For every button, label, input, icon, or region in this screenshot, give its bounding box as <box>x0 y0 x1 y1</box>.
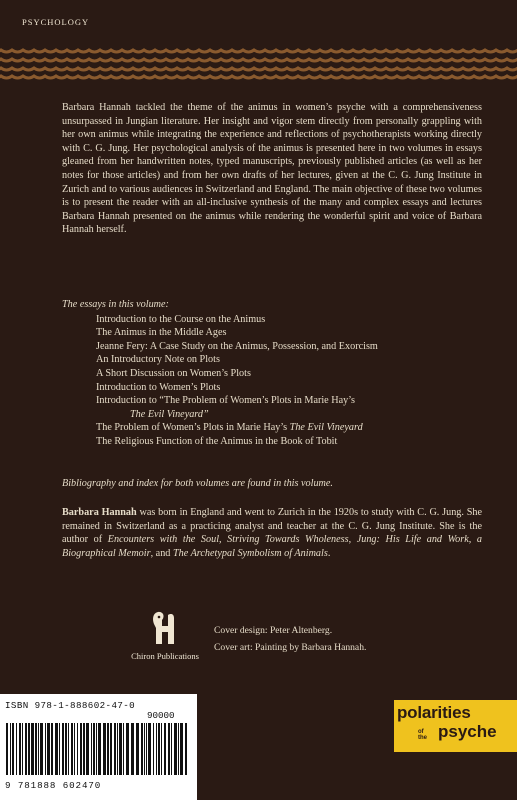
barcode-bar <box>98 723 101 775</box>
barcode-bar <box>144 723 145 775</box>
barcode-bar <box>119 723 122 775</box>
barcode-bar <box>174 723 177 775</box>
barcode-bar <box>185 723 187 775</box>
wave-line <box>0 50 517 52</box>
barcode-bar <box>103 723 106 775</box>
essay-item: Introduction to the Course on the Animus <box>96 313 266 325</box>
bibliography-note: Bibliography and index for both volumes are found in this volume. <box>62 478 333 489</box>
wave-line <box>0 68 517 70</box>
wave-line <box>0 76 517 78</box>
bio-book-titles: Encounters with the Soul, Striving Towards Wholeness, Jung: His Life and Work, a Biographical Memoir <box>62 534 482 559</box>
bio-text: was born in England and went to Zurich in the 1920s to study with C. G. Jung. She remained in Switzerland as a practicing analyst and teacher at the C. G. Jung Institute. She is the author of <box>62 507 482 546</box>
essay-item: The Animus in the Middle Ages <box>96 327 227 339</box>
contents-list <box>62 298 492 449</box>
barcode-bar <box>96 723 97 775</box>
barcode-bar <box>146 723 147 775</box>
barcode-bar <box>114 723 116 775</box>
category-label: PSYCHOLOGY <box>22 17 90 27</box>
barcode-bar <box>153 723 154 775</box>
barcode-bar <box>131 723 134 775</box>
essay-item: The Religious Function of the Animus in the Book of Tobit <box>96 435 338 447</box>
barcode-bar <box>156 723 157 775</box>
barcode-bar <box>178 723 179 775</box>
barcode-bar <box>35 723 37 775</box>
barcode-bar <box>28 723 30 775</box>
wave-line <box>0 59 517 61</box>
series-word-polarities: polarities <box>397 703 471 722</box>
barcode-bar <box>117 723 118 775</box>
price-code: 90000 <box>147 710 175 721</box>
barcode-bar <box>16 723 17 775</box>
publisher-name: Chiron Publications <box>131 651 199 661</box>
series-small-of: of <box>418 729 424 735</box>
barcode-bar <box>12 723 14 775</box>
barcode-bar <box>31 723 34 775</box>
barcode-bar <box>107 723 109 775</box>
barcode-bar <box>91 723 92 775</box>
isbn-text: ISBN 978-1-888602-47-0 <box>5 700 136 711</box>
cover-credits <box>214 622 366 656</box>
barcode-bar <box>93 723 95 775</box>
barcode-bar <box>62 723 64 775</box>
bio-text: , and <box>150 547 173 559</box>
barcode-bar <box>158 723 160 775</box>
essay-item-title: The Evil Vineyard <box>289 422 363 434</box>
author-name: Barbara Hannah <box>62 507 137 518</box>
barcode-bar <box>55 723 58 775</box>
barcode-bar <box>25 723 27 775</box>
barcode-bar <box>164 723 166 775</box>
barcode-bar <box>59 723 60 775</box>
barcode-bar <box>80 723 82 775</box>
barcode-bar <box>141 723 143 775</box>
series-logo <box>394 700 517 752</box>
book-description: Barbara Hannah tackled the theme of the animus in women’s psyche with a comprehensiveness unsurpassed in Jungian literature. Her insight and vigor stem directly from personally grappling with her own animus while integrating the experience and reflections of psychotherapists working directly with C. G. Jung. Her psychological analysis of the animus is presented here in two volumes in essays gleaned from her handwritten notes, typed manuscripts, previously published articles (as well as her notes for those articles) and from her own drafts of her lectures, given at the C. G. Jung Institute in Zurich and to various audiences in Switzerland and England. The main objective of these two volumes is to present the reader with an all-inclusive synthesis of the many and complex essays and lectures Barbara Hannah presented on the animus while rendering the wonderful spirit and voice of Barbara Hannah herself. <box>62 102 482 236</box>
barcode-bar <box>168 723 170 775</box>
barcode-bar <box>38 723 39 775</box>
barcode-bar <box>123 723 124 775</box>
barcode-bar <box>45 723 46 775</box>
barcode-bar <box>148 723 151 775</box>
barcode-bar <box>161 723 162 775</box>
barcode-area <box>0 694 197 800</box>
barcode-bar <box>65 723 67 775</box>
barcode-bar <box>77 723 78 775</box>
barcode-bar <box>19 723 21 775</box>
essay-list <box>62 313 492 449</box>
essay-item: A Short Discussion on Women’s Plots <box>96 367 251 379</box>
barcode-bar <box>86 723 89 775</box>
barcode-bar <box>171 723 172 775</box>
chiron-logo-icon <box>150 608 180 648</box>
barcode-bar <box>71 723 73 775</box>
barcode-bar <box>136 723 139 775</box>
barcode-bar <box>74 723 75 775</box>
barcode-bar <box>10 723 11 775</box>
barcode-bar <box>51 723 53 775</box>
barcode-icon <box>6 723 192 779</box>
barcode-bar <box>22 723 23 775</box>
essay-item: Introduction to Women’s Plots <box>96 381 221 393</box>
essay-item: An Introductory Note on Plots <box>96 354 220 366</box>
barcode-number: 9 781888 602470 <box>5 780 102 791</box>
barcode-bar <box>110 723 112 775</box>
essay-item-line: The Problem of Women’s Plots in Marie Hay’s <box>96 422 290 434</box>
essay-item-line: Introduction to “The Problem of Women’s Plots in Marie Hay’s <box>96 395 356 407</box>
barcode-bar <box>180 723 183 775</box>
barcode-bar <box>47 723 50 775</box>
bio-book-title: The Archetypal Symbolism of Animals <box>172 547 328 559</box>
cover-design-credit: Cover design: Peter Altenberg. <box>214 625 333 636</box>
series-word-of-the <box>418 729 427 741</box>
series-small-the: the <box>418 735 427 741</box>
cover-art-credit: Cover art: Painting by Barbara Hannah. <box>214 642 367 653</box>
barcode-bar <box>6 723 8 775</box>
essay-item: Jeanne Fery: A Case Study on the Animus, Possession, and Exorcism <box>96 340 378 352</box>
series-word-psyche: psyche <box>438 722 497 741</box>
author-bio <box>62 506 482 560</box>
publisher-block <box>125 608 205 661</box>
decorative-wave-band <box>0 44 517 80</box>
essay-item-title: The Evil Vineyard” <box>130 408 209 420</box>
bio-text: . <box>327 547 331 559</box>
barcode-bar <box>68 723 69 775</box>
barcode-bar <box>40 723 43 775</box>
essay-item <box>96 394 492 421</box>
essay-item <box>96 421 492 435</box>
barcode-bar <box>126 723 129 775</box>
contents-heading: The essays in this volume: <box>62 299 169 310</box>
barcode-bar <box>83 723 85 775</box>
wave-pattern-icon <box>0 44 517 80</box>
